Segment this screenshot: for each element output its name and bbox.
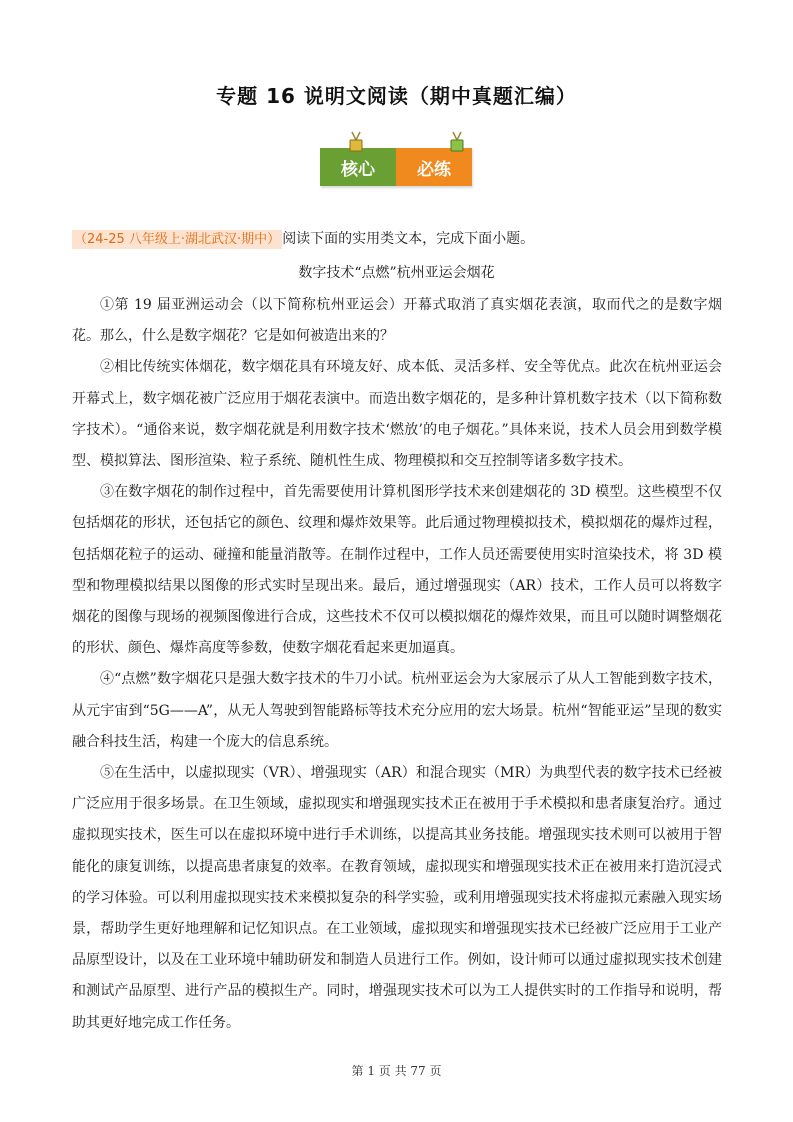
badge-core-label: 核心 [341,159,375,180]
page-number: 第 1 页 共 77 页 [351,1064,442,1078]
badge-practice [396,148,472,186]
paragraph-5: ⑤在生活中，以虚拟现实（VR）、增强现实（AR）和混合现实（MR）为典型代表的数字技术已经被广泛应用于很多场景。在卫生领域，虚拟现实和增强现实技术正在被用于手术模拟和患者康复治疗。通过虚拟现实技术，医生可以在虚拟环境中进行手术训练，以提高其业务技能。增强现实技术则可以被用于智能化的康复训练，以提高患者康复的效率。在教育领域，虚拟现实和增强现实技术正在被用来打造沉浸式的学习体验。可以利用虚拟现实技术来模拟复杂的科学实验，或利用增强现实技术将虚拟元素融入现实场景，帮助学生更好地理解和记忆知识点。在工业领域，虚拟现实和增强现实技术已经被广泛应用于工业产品原型设计，以及在工业环境中辅助研发和制造人员进行工作。例如，设计师可以通过虚拟现实技术创建和测试产品原型、进行产品的模拟生产。同时，增强现实技术可以为工人提供实时的工作指导和说明，帮助其更好地完成工作任务。 [72,765,722,1031]
paragraph-4: ④“点燃”数字烟花只是强大数字技术的牛刀小试。杭州亚运会为大家展示了从人工智能到数字技术，从元宇宙到“5G——A”，从无人驾驶到智能路标等技术充分应用的宏大场景。杭州“智能亚运”呈现的数实融合科技生活，构建一个庞大的信息系统。 [72,671,722,750]
badge-practice-label: 必练 [417,159,451,180]
question-intro [72,228,534,248]
binder-clip-icon [349,130,363,152]
article-body [72,290,722,1039]
core-practice-badge [320,148,472,186]
article-title: 数字技术“点燃”杭州亚运会烟花 [298,265,495,281]
paragraph-1: ①第 19 届亚洲运动会（以下简称杭州亚运会）开幕式取消了真实烟花表演，取而代之的是数字烟花。那么，什么是数字烟花？它是如何被造出来的？ [72,297,722,345]
paragraph-3: ③在数字烟花的制作过程中，首先需要使用计算机图形学技术来创建烟花的 3D 模型。这些模型不仅包括烟花的形状，还包括它的颜色、纹理和爆炸效果等。此后通过物理模拟技术，模拟烟花的爆炸过程，包括烟花粒子的运动、碰撞和能量消散等。在制作过程中，工作人员还需要使用实时渲染技术，将 3D 模型和物理模拟结果以图像的形式实时呈现出来。最后，通过增强现实（AR）技术，工作人员可以将数字烟花的图像与现场的视频图像进行合成，这些技术不仅可以模拟烟花的爆炸效果，而且可以随时调整烟花的形状、颜色、爆炸高度等参数，使数字烟花看起来更加逼真。 [72,484,722,657]
source-tag: （24-25 八年级上·湖北武汉·期中） [74,232,281,247]
question-instruction: 阅读下面的实用类文本，完成下面小题。 [282,231,535,247]
paragraph-2: ②相比传统实体烟花，数字烟花具有环境友好、成本低、灵活多样、安全等优点。此次在杭州亚运会开幕式上，数字烟花被广泛应用于烟花表演中。而造出数字烟花的，是多种计算机数字技术（以下简称数字技术）。“通俗来说，数字烟花就是利用数字技术‘燃放’的电子烟花。”具体来说，技术人员会用到数学模型、模拟算法、图形渲染、粒子系统、随机性生成、物理模拟和交互控制等诸多数字技术。 [72,359,722,470]
binder-clip-icon [450,130,464,152]
page-title: 专题 16 说明文阅读（期中真题汇编） [216,84,577,108]
badge-core [320,148,396,186]
